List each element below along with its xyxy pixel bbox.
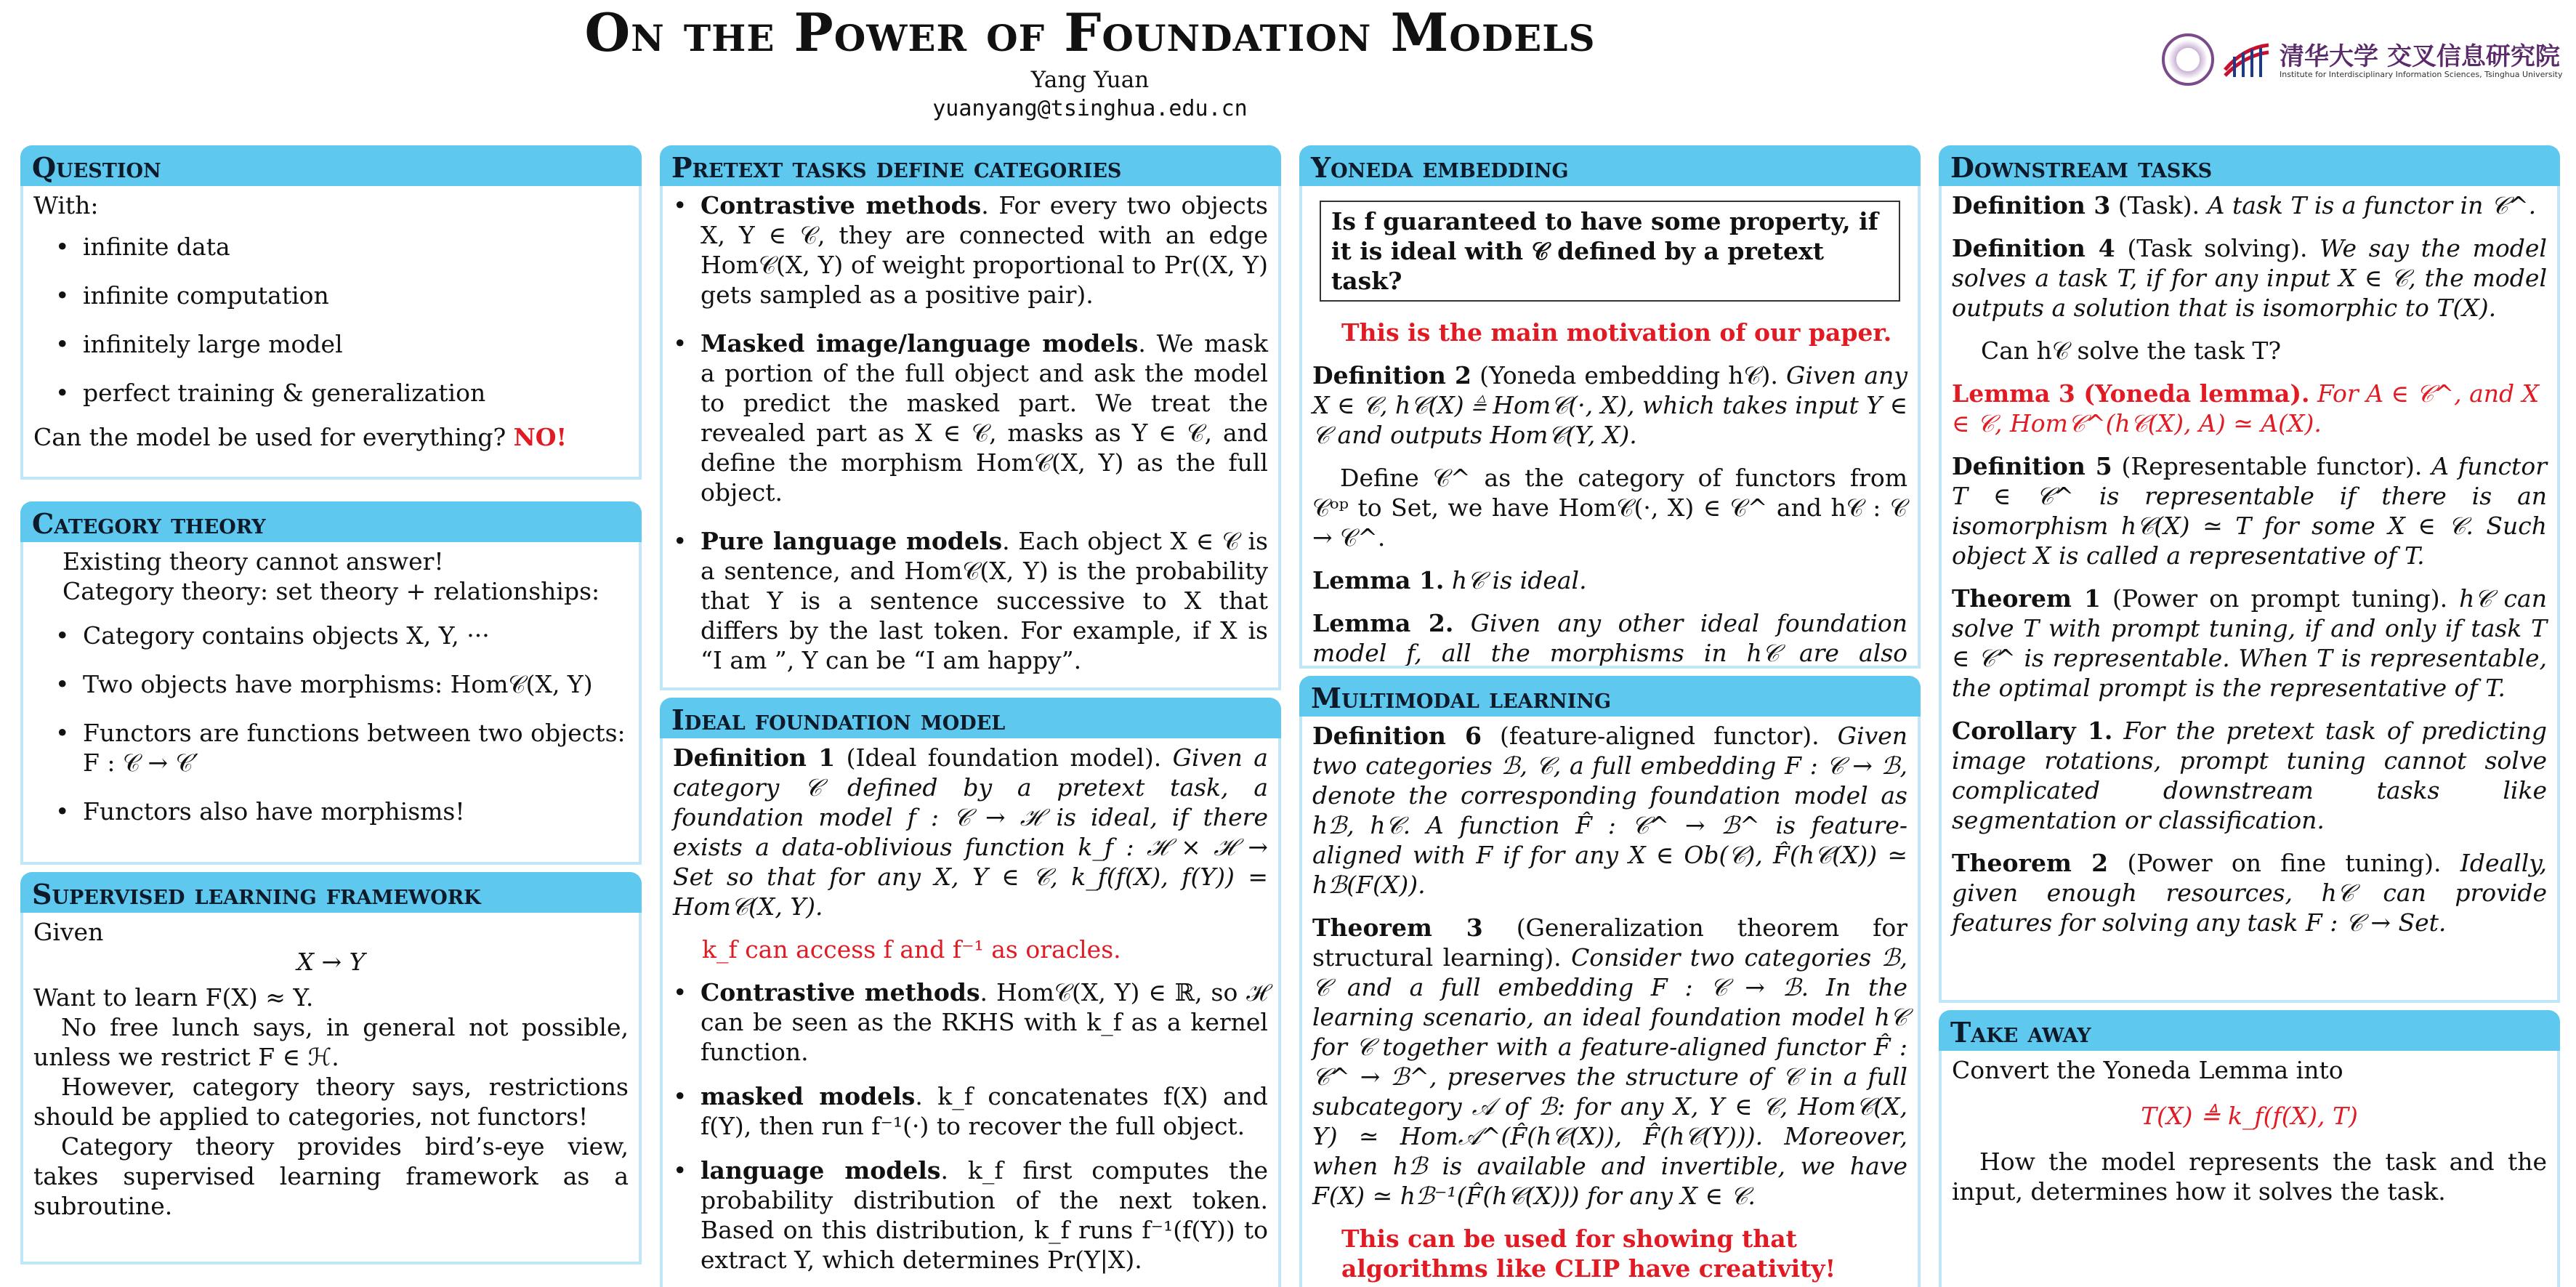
definition-head: Definition 1 [673,743,836,772]
definition-head: Definition 3 [1952,191,2111,219]
task-question: Can h𝒞 solve the task T? [1981,336,2282,365]
definition-head: Definition 6 [1312,722,1482,750]
institution-name-en: Institute for Interdisciplinary Information Sciences, Tsinghua University [2280,70,2563,79]
question-answer: NO! [513,423,568,451]
lemma-text: h𝒞 is ideal. [1451,566,1587,594]
item-head: Pure language models [700,527,1003,555]
category-list [55,621,629,826]
corollary-head: Corollary 1. [1952,717,2113,745]
supervised-given: Given [33,918,104,946]
list-item: • infinite computation [55,281,629,310]
definition-name: (feature-aligned functor). [1500,722,1820,750]
yoneda-box [1299,145,1921,669]
list-item [673,1081,1268,1141]
motivation-note: This is the main motivation of our paper. [1341,318,1892,347]
multimodal-body [1299,717,1921,1287]
item-text: . For every two objects X, Y ∈ 𝒞, they are connected with an edge Hom𝒞(X, Y) of weight proportional to Pr((X, Y) gets sampled as a positive pair). [700,191,1268,309]
pretext-tasks-title: Pretext tasks define categories [660,145,1281,186]
definition-text: A task T is a functor in 𝒞^. [2207,191,2537,219]
clip-note: This can be used for showing that algorithms like CLIP have creativity! [1341,1225,1836,1283]
question-ask-text: Can the model be used for everything? [33,423,506,451]
multimodal-box [1299,676,1921,1287]
category-line-1: Existing theory cannot answer! [62,547,444,576]
item-text: . k_f first computes the probability distribution of the next token. Based on this distribution, k_f runs f⁻¹(f(Y)) to extract Y, which determines Pr(Y|X). [700,1156,1268,1274]
institution-name-cn: 清华大学 交叉信息研究院 [2280,42,2560,71]
yoneda-body [1299,186,1921,669]
takeaway-line: Convert the Yoneda Lemma into [1952,1056,2343,1084]
theorem-head: Theorem 3 [1312,913,1483,942]
pretext-list [673,190,1268,675]
item-head: language models [700,1156,941,1185]
downstream-box [1939,145,2560,1003]
item-text: . Each object X ∈ 𝒞 is a sentence, and Hom𝒞(X, Y) is the probability that Y is a sentence successive to X that differs by the last token. For example, if X is “I am ”, Y can be “I am happy”. [700,527,1268,674]
university-seal-icon [2162,33,2214,86]
supervised-want: Want to learn F(X) ≈ Y. [33,983,314,1012]
author-email[interactable]: yuanyang@tsinghua.edu.cn [932,96,1248,121]
definition-3 [1952,190,2547,220]
definition-1 [673,743,1268,921]
item-text: . Hom𝒞(X, Y) ∈ ℝ, so ℋ can be seen as the RKHS with k_f as a kernel function. [700,978,1268,1066]
item-text: . We mask a portion of the full object and ask the model to predict the masked part. We treat the revealed part as X ∈ 𝒞, masks as Y ∈ 𝒞, and define the morphism Hom𝒞(X, Y) as the full object. [700,329,1268,507]
item-head: Masked image/language models [700,329,1139,358]
supervised-learning-body [20,913,642,1264]
definition-name: (Task solving). [2127,234,2308,262]
question-ask [33,422,629,452]
theorem-name: (Generalization theorem for structural learning). [1312,913,1908,972]
definition-text: We say the model solves a task T, if for any input X ∈ 𝒞, the model outputs a solution that is isomorphic to T(X). [1952,234,2547,322]
downstream-body [1939,186,2560,1003]
takeaway-text: How the model represents the task and the input, determines how it solves the task. [1952,1147,2547,1206]
definition-head: Definition 2 [1312,361,1471,390]
key-question: Is f guaranteed to have some property, if it is ideal with 𝒞 defined by a pretext task? [1320,201,1900,302]
corollary-text: For the pretext task of predicting image rotations, prompt tuning cannot solve complicated downstream tasks like segmentation or classification. [1952,717,2547,834]
lemma-text: For A ∈ 𝒞^, and X ∈ 𝒞, Hom𝒞^(h𝒞(X), A) ≃ A(X). [1952,379,2540,437]
list-item [673,977,1268,1067]
ideal-list [673,977,1268,1275]
lemma-head: Lemma 2. [1312,609,1454,637]
supervised-formula: X → Y [296,948,366,976]
list-item [673,1155,1268,1275]
list-item: • infinite data [55,232,629,262]
lemma-2 [1312,608,1907,669]
multimodal-title: Multimodal learning [1299,676,1921,717]
list-item: • infinitely large model [55,329,629,359]
lemma-text: Given any other ideal foundation model f, all the morphisms in h𝒞 are also [1312,609,1907,667]
oracle-note: k_f can access f and f⁻¹ as oracles. [702,935,1121,964]
definition-head: Definition 5 [1952,452,2112,480]
item-text: . k_f concatenates f(X) and f(Y), then run f⁻¹(·) to recover the full object. [700,1082,1268,1140]
definition-name: (Yoneda embedding h𝒞). [1479,361,1778,390]
list-item [673,526,1268,675]
takeaway-box [1939,1010,2560,1287]
theorem-3 [1312,913,1907,1211]
item-head: Contrastive methods [700,978,980,1006]
definition-text: Given two categories ℬ, 𝒞, a full embedding F : 𝒞 → ℬ, denote the corresponding foundation model as hℬ, h𝒞. A function F̂ : 𝒞^ → ℬ^ is feature-aligned with F if for any X ∈ Ob(𝒞), F̂(h𝒞(X)) ≃ hℬ(F(X)). [1312,722,1908,899]
define-presheaf: Define 𝒞^ as the category of functors from 𝒞ᵒᵖ to Set, we have Hom𝒞(·, X) ∈ 𝒞^ and h𝒞 : 𝒞 → 𝒞^. [1312,464,1907,552]
lemma-head: Lemma 1. [1312,566,1445,594]
question-intro: With: [33,191,99,219]
definition-name: (Ideal foundation model). [846,743,1162,772]
supervised-p1: No free lunch says, in general not possible, unless we restrict F ∈ ℋ. [33,1013,629,1071]
theorem-head: Theorem 2 [1952,849,2109,877]
definition-text: Given any X ∈ 𝒞, h𝒞(X) ≜ Hom𝒞(·, X), which takes input Y ∈ 𝒞 and outputs Hom𝒞(Y, X). [1312,361,1907,449]
definition-2 [1312,360,1907,450]
iiis-mark-icon [2221,41,2272,78]
theorem-text: h𝒞 can solve T with prompt tuning, if and only if task T ∈ 𝒞^ is representable. When T is representable, the optimal prompt is the representative of T. [1952,584,2547,702]
poster-title: On the Power of Foundation Models [584,1,1596,63]
theorem-text: Consider two categories ℬ, 𝒞 and a full embedding F : 𝒞 → ℬ. In the learning scenario, an ideal foundation model h𝒞 for 𝒞 together with a feature-aligned functor F̂ : 𝒞^ → ℬ^, preserves the structure of 𝒞 in a full subcategory 𝒜 of ℬ: for any X, Y ∈ 𝒞, Hom𝒞(X, Y) ≃ Hom𝒜^(F̂(h𝒞(X)), F̂(h𝒞(Y))). Moreover, when hℬ is available and invertible, we have F(X) ≃ hℬ⁻¹(F̂(h𝒞(X))) for any X ∈ 𝒞. [1312,943,1907,1210]
theorem-name: (Power on fine tuning). [2127,849,2442,877]
category-theory-body [20,542,642,865]
question-box [20,145,642,480]
yoneda-title: Yoneda embedding [1299,145,1921,186]
corollary-1 [1952,716,2547,835]
theorem-1 [1952,584,2547,703]
list-item: • Functors also have morphisms! [55,796,629,826]
question-body [20,186,642,480]
question-title: Question [20,145,642,186]
takeaway-title: Take away [1939,1010,2560,1051]
author-name: Yang Yuan [1030,67,1150,93]
supervised-p3: Category theory provides bird’s-eye view, takes supervised learning framework as a subroutine. [33,1132,629,1220]
theorem-head: Theorem 1 [1952,584,2101,613]
theorem-text: Ideally, given enough resources, h𝒞 can provide features for solving any task F : 𝒞 → Set. [1952,849,2548,937]
definition-head: Definition 4 [1952,234,2115,262]
poster-header [0,0,2576,138]
ideal-foundation-title: Ideal foundation model [660,698,1281,738]
definition-name: (Task). [2117,191,2200,219]
definition-name: (Representable functor). [2121,452,2423,480]
institution-logo [2162,31,2569,89]
lemma-head: Lemma 3 (Yoneda lemma). [1952,379,2310,408]
category-theory-title: Category theory [20,501,642,542]
pretext-tasks-box [660,145,1281,690]
supervised-learning-box [20,872,642,1264]
supervised-learning-title: Supervised learning framework [20,872,642,913]
item-head: masked models [700,1082,916,1110]
theorem-2 [1952,848,2547,937]
list-item: • Two objects have morphisms: Hom𝒞(X, Y) [55,669,629,699]
takeaway-formula: T(X) ≜ k_f(f(X), T) [2141,1102,2358,1130]
question-list [55,232,629,408]
pretext-tasks-body [660,186,1281,690]
supervised-p2: However, category theory says, restrictions should be applied to categories, not functors! [33,1073,629,1131]
ideal-foundation-box [660,698,1281,1287]
list-item: • Category contains objects X, Y, ··· [55,621,629,650]
definition-text: A functor T ∈ 𝒞^ is representable if there is an isomorphism h𝒞(X) ≃ T for some X ∈ 𝒞. Such object X is called a representative of T. [1952,452,2547,570]
definition-text: Given a category 𝒞 defined by a pretext task, a foundation model f : 𝒞 → ℋ is ideal, if there exists a data-oblivious function k_f : ℋ × ℋ → Set so that for any X, Y ∈ 𝒞, k_f(f(X), f(Y)) = Hom𝒞(X, Y). [673,743,1268,921]
theorem-name: (Power on prompt tuning). [2112,584,2448,613]
definition-5 [1952,451,2547,570]
lemma-1 [1312,565,1907,595]
list-item: • Functors are functions between two objects: F : 𝒞 → 𝒞′ [55,718,629,778]
category-theory-box [20,501,642,865]
lemma-3 [1952,379,2547,438]
definition-6 [1312,721,1907,900]
item-head: Contrastive methods [700,191,982,219]
list-item: • perfect training & generalization [55,378,629,408]
ideal-foundation-body [660,738,1281,1287]
list-item [673,190,1268,310]
definition-4 [1952,233,2547,323]
list-item [673,328,1268,507]
takeaway-body [1939,1051,2560,1287]
category-line-2: Category theory: set theory + relationships: [62,577,600,605]
downstream-title: Downstream tasks [1939,145,2560,186]
